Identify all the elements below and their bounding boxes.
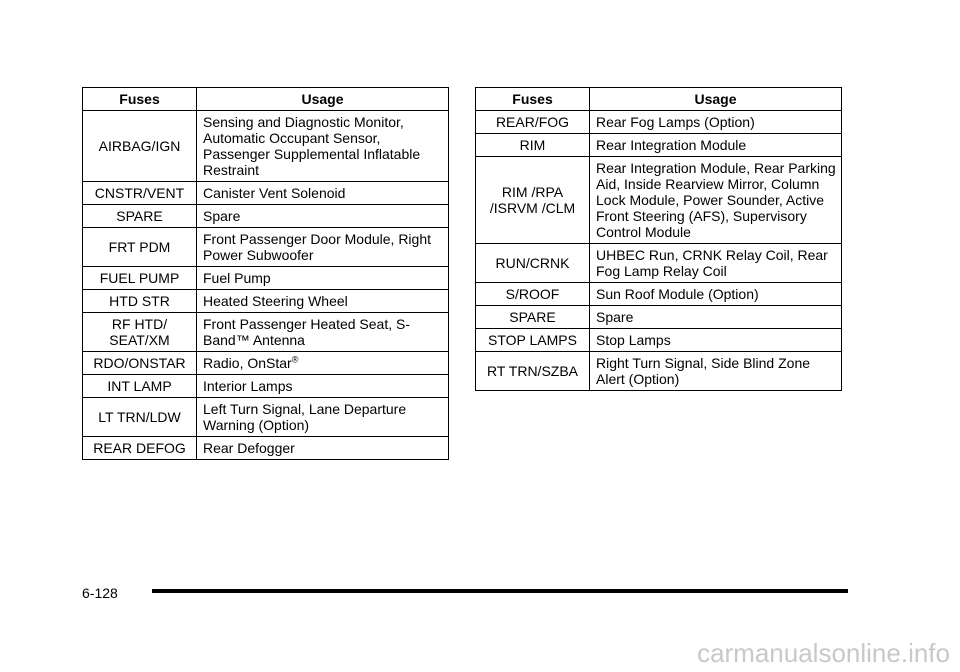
table-row xyxy=(83,290,449,313)
fuse-cell: CNSTR/VENT xyxy=(83,182,197,205)
header-usage: Usage xyxy=(590,88,842,111)
usage-cell: Heated Steering Wheel xyxy=(197,290,449,313)
table-row xyxy=(83,182,449,205)
fuse-cell: RF HTD/ SEAT/XM xyxy=(83,313,197,352)
header-usage: Usage xyxy=(197,88,449,111)
table-row xyxy=(83,375,449,398)
usage-cell: Rear Defogger xyxy=(197,437,449,460)
header-fuses: Fuses xyxy=(83,88,197,111)
table-row xyxy=(476,157,842,244)
fuse-cell: AIRBAG/IGN xyxy=(83,111,197,182)
usage-cell: Rear Integration Module, Rear Parking Aid, Inside Rearview Mirror, Column Lock Module, Power Sounder, Active Front Steering (AFS), Supervisory Control Module xyxy=(590,157,842,244)
usage-cell: Spare xyxy=(590,306,842,329)
table-row xyxy=(476,244,842,283)
usage-cell: Sensing and Diagnostic Monitor, Automatic Occupant Sensor, Passenger Supplemental Inflatable Restraint xyxy=(197,111,449,182)
table-row xyxy=(476,134,842,157)
table-row xyxy=(476,283,842,306)
fuse-cell: RIM xyxy=(476,134,590,157)
header-fuses: Fuses xyxy=(476,88,590,111)
table-row xyxy=(83,313,449,352)
fuse-cell: S/ROOF xyxy=(476,283,590,306)
table-row xyxy=(476,352,842,391)
usage-cell: Rear Integration Module xyxy=(590,134,842,157)
usage-cell: Fuel Pump xyxy=(197,267,449,290)
table-row xyxy=(83,352,449,375)
usage-cell: Front Passenger Heated Seat, S-Band™ Antenna xyxy=(197,313,449,352)
fuse-cell: SPARE xyxy=(83,205,197,228)
fuse-cell: INT LAMP xyxy=(83,375,197,398)
usage-cell: Interior Lamps xyxy=(197,375,449,398)
fuse-cell: FRT PDM xyxy=(83,228,197,267)
table-header-row xyxy=(476,88,842,111)
usage-cell: Sun Roof Module (Option) xyxy=(590,283,842,306)
table-header-row xyxy=(83,88,449,111)
usage-cell: Rear Fog Lamps (Option) xyxy=(590,111,842,134)
fuse-cell: RUN/CRNK xyxy=(476,244,590,283)
usage-cell: Stop Lamps xyxy=(590,329,842,352)
usage-cell: Right Turn Signal, Side Blind Zone Alert (Option) xyxy=(590,352,842,391)
fuse-table-right xyxy=(475,87,842,391)
table-row xyxy=(83,205,449,228)
table-row xyxy=(83,398,449,437)
usage-cell: Front Passenger Door Module, Right Power Subwoofer xyxy=(197,228,449,267)
watermark: carmanualsonline.info xyxy=(697,638,950,668)
usage-cell: UHBEC Run, CRNK Relay Coil, Rear Fog Lamp Relay Coil xyxy=(590,244,842,283)
fuse-cell: RIM /RPA /ISRVM /CLM xyxy=(476,157,590,244)
table-row xyxy=(83,111,449,182)
fuse-cell: LT TRN/LDW xyxy=(83,398,197,437)
footer-rule xyxy=(152,589,848,593)
fuse-table-left xyxy=(82,87,449,460)
table-row xyxy=(476,306,842,329)
usage-text: Radio, OnStar xyxy=(203,355,292,371)
fuse-cell: FUEL PUMP xyxy=(83,267,197,290)
page-number: 6-128 xyxy=(82,585,118,601)
fuse-cell: RDO/ONSTAR xyxy=(83,352,197,375)
fuse-cell: STOP LAMPS xyxy=(476,329,590,352)
fuse-cell: REAR/FOG xyxy=(476,111,590,134)
table-row xyxy=(476,329,842,352)
registered-mark: ® xyxy=(291,354,299,365)
table-row xyxy=(476,111,842,134)
usage-cell: Canister Vent Solenoid xyxy=(197,182,449,205)
fuse-cell: HTD STR xyxy=(83,290,197,313)
table-row xyxy=(83,228,449,267)
usage-cell: Spare xyxy=(197,205,449,228)
table-row xyxy=(83,437,449,460)
table-row xyxy=(83,267,449,290)
fuse-cell: REAR DEFOG xyxy=(83,437,197,460)
fuse-cell: SPARE xyxy=(476,306,590,329)
usage-cell xyxy=(197,352,449,375)
fuse-cell: RT TRN/SZBA xyxy=(476,352,590,391)
usage-cell: Left Turn Signal, Lane Departure Warning (Option) xyxy=(197,398,449,437)
